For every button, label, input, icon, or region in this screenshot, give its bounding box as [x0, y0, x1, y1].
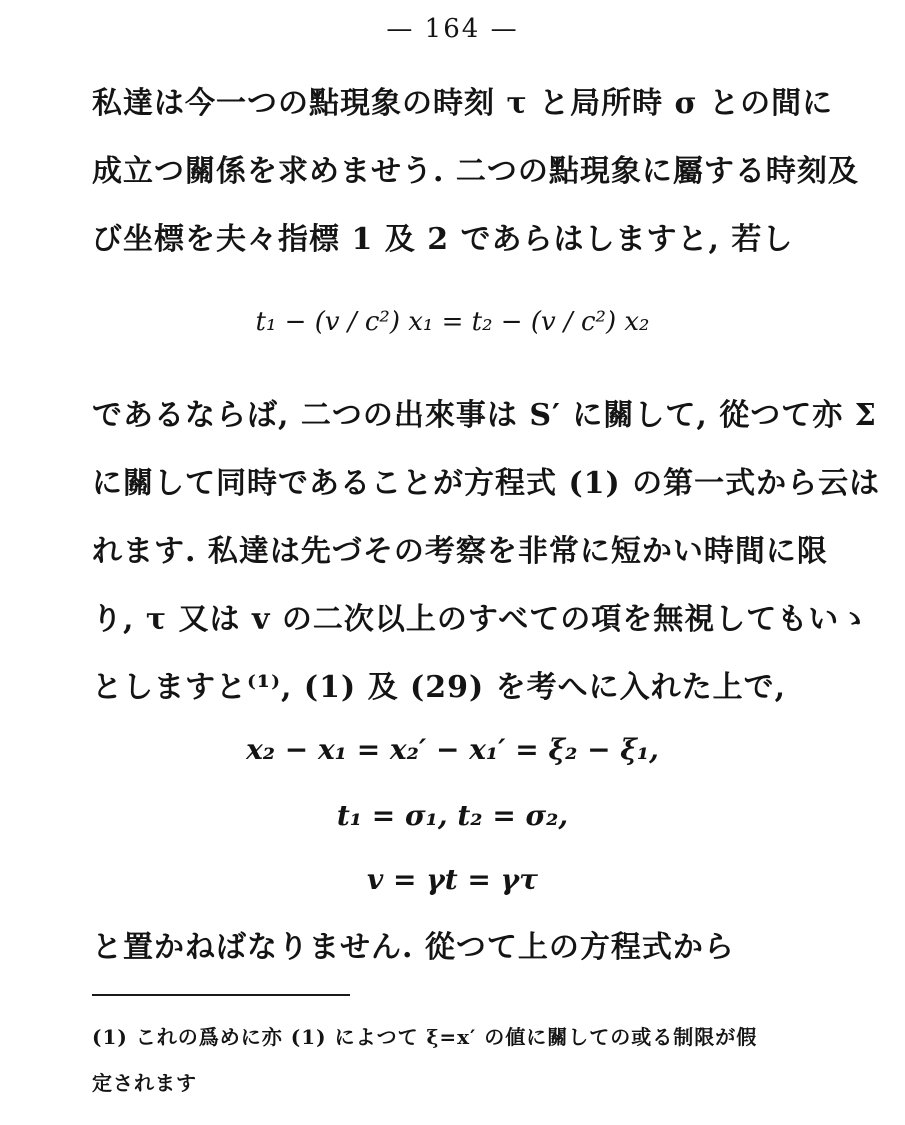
- equation-simultaneity: t₁ − (v / c²) x₁ = t₂ − (v / c²) x₂: [255, 307, 650, 337]
- footnote-divider: [92, 994, 350, 996]
- body-line: と置かねばなりません. 從つて上の方程式から: [92, 930, 735, 965]
- equation-times: t₁ = σ₁, t₂ = σ₂,: [336, 799, 569, 832]
- footnote-line: 定されます: [92, 1071, 197, 1095]
- body-line: に關して同時であることが方程式 (1) の第一式から云は: [92, 466, 881, 501]
- body-line: れます. 私達は先づその考察を非常に短かい時間に限: [92, 534, 828, 569]
- body-line: 私達は今一つの點現象の時刻 τ と局所時 σ との間に: [92, 86, 834, 121]
- body-line: り, τ 又は v の二次以上のすべての項を無視してもいゝ: [92, 602, 871, 637]
- body-line: としますと⁽¹⁾, (1) 及 (29) を考へに入れた上で,: [92, 670, 787, 705]
- equation-velocity: v = γt = γτ: [367, 863, 538, 896]
- body-line: 成立つ關係を求めませう. 二つの點現象に屬する時刻及: [92, 154, 859, 189]
- page-number: — 164 —: [386, 14, 519, 44]
- body-line: び坐標を夫々指標 1 及 2 であらはしますと, 若し: [92, 222, 794, 257]
- footnote-line: (1) これの爲めに亦 (1) によつて ξ=x′ の値に關しての或る制限が假: [92, 1025, 758, 1049]
- equation-coordinates: x₂ − x₁ = x₂′ − x₁′ = ξ₂ − ξ₁,: [246, 733, 659, 766]
- body-line: であるならば, 二つの出來事は S′ に關して, 從つて亦 Σ: [92, 398, 877, 433]
